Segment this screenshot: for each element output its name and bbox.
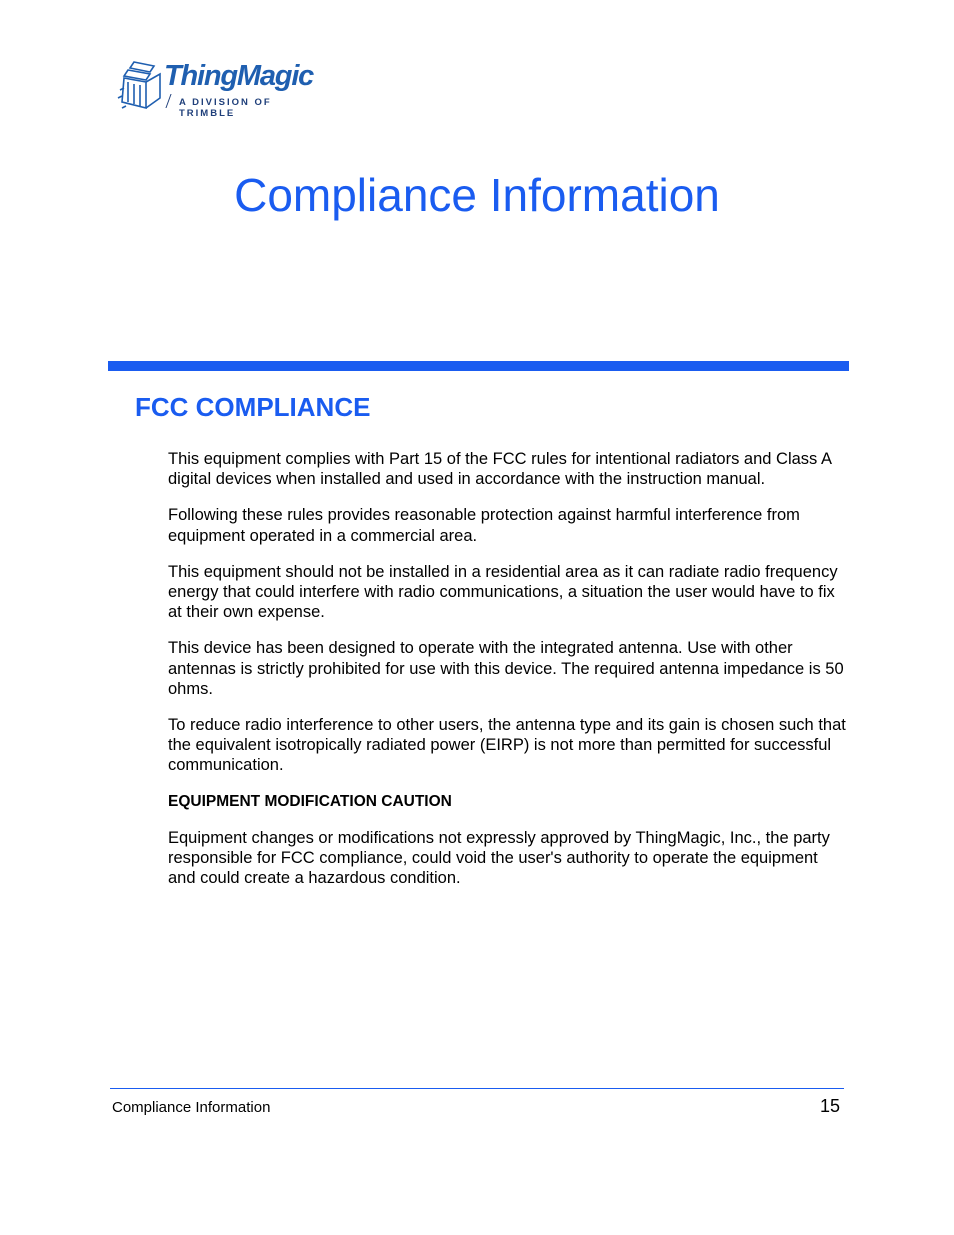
page-title bbox=[0, 168, 954, 222]
paragraph: Following these rules provides reasonable protection against harmful interference from equipment operated in a commercial area. bbox=[168, 506, 800, 545]
paragraph: This equipment should not be installed in a residential area as it can radiate radio frequency energy that could interfere with radio communications, a situation the user would have to fix at their own expense. bbox=[168, 562, 838, 622]
footer-chapter-title: Compliance Information bbox=[112, 1099, 271, 1116]
page-title-text: Compliance Information bbox=[234, 169, 720, 221]
page-number: 15 bbox=[819, 1096, 840, 1116]
thingmagic-cube-logo-icon bbox=[116, 58, 166, 118]
brand-division: A DIVISION OF TRIMBLE bbox=[179, 97, 272, 119]
section-title: FCC COMPLIANCE bbox=[135, 392, 371, 422]
company-logo bbox=[116, 58, 326, 120]
caution-paragraph: Equipment changes or modifications not expressly approved by ThingMagic, Inc., the party responsible for FCC compliance, could void the user's authority to operate the equipment and could create a hazardous condition. bbox=[168, 828, 830, 888]
logo-divider bbox=[165, 94, 171, 108]
footer-divider bbox=[110, 1088, 844, 1089]
paragraph: This device has been designed to operate with the integrated antenna. Use with other antennas is strictly prohibited for use with this device. The required antenna impedance is 50 ohms. bbox=[168, 639, 844, 698]
section-content bbox=[168, 449, 848, 904]
paragraph: To reduce radio interference to other users, the antenna type and its gain is chosen such that the equivalent isotropically radiated power (EIRP) is not more than permitted for successful communication. bbox=[168, 716, 846, 775]
brand-name: ThingMagic bbox=[164, 60, 314, 92]
subheading: EQUIPMENT MODIFICATION CAUTION bbox=[168, 792, 452, 810]
section-divider-bar bbox=[108, 361, 849, 371]
paragraph: This equipment complies with Part 15 of the FCC rules for intentional radiators and Class A digital devices when installed and used in accordance with the instruction manual. bbox=[168, 450, 832, 489]
